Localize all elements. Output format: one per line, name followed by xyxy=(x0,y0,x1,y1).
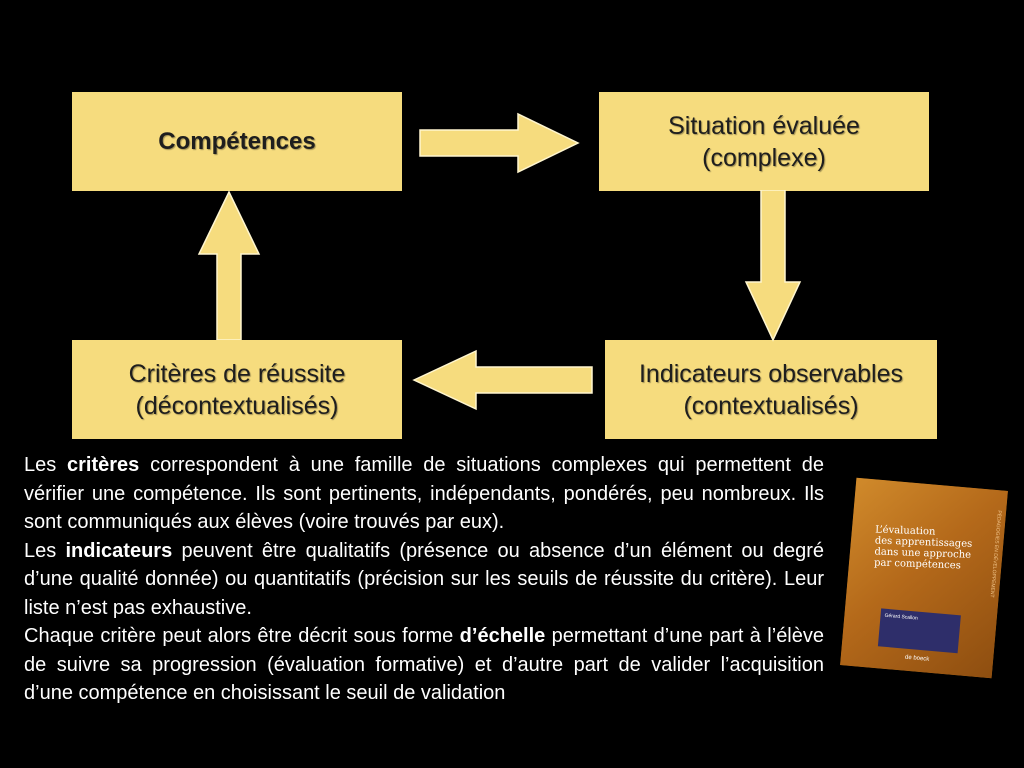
text-span: Les xyxy=(24,454,68,476)
keyword-indicateurs: indicateurs xyxy=(65,539,173,562)
arrow-down xyxy=(744,190,802,342)
text-span: Chaque critère peut alors être décrit sous forme xyxy=(24,625,460,647)
book-publisher: de boeck xyxy=(904,654,930,663)
arrow-left xyxy=(412,349,594,411)
book-title-line: par compétences xyxy=(873,557,961,572)
box-indicateurs-line1: Indicateurs observables xyxy=(638,359,904,388)
book-cover-image xyxy=(840,478,1008,679)
keyword-echelle: d’échelle xyxy=(459,625,546,647)
box-criteres xyxy=(72,340,402,439)
box-situation-line1: Situation évaluée xyxy=(668,111,860,140)
book-spine-text: PÉDAGOGIES EN DÉVELOPPEMENT xyxy=(988,510,1003,598)
paragraph-echelle xyxy=(24,622,824,708)
book-author: Gérard Scallon xyxy=(884,612,919,622)
book-title-line: L’évaluation xyxy=(875,524,936,538)
box-indicateurs xyxy=(605,340,937,439)
box-situation-line2: (complexe) xyxy=(702,143,826,172)
arrow-right xyxy=(418,112,580,174)
box-competences xyxy=(72,92,402,191)
body-text xyxy=(24,451,824,708)
book-title-line: des apprentissages xyxy=(874,535,973,550)
box-situation xyxy=(599,92,929,191)
box-criteres-line2: (décontextualisés) xyxy=(135,391,339,420)
box-criteres-line1: Critères de réussite xyxy=(128,359,346,388)
text-span: Les xyxy=(24,539,66,562)
text-span: correspondent à une famille de situations complexes qui permettent de vérifier une compétence. Ils sont pertinents, indépendants, pondérés, peu nombreux. Ils sont communiqués aux élèves (voire trouvés par eux). xyxy=(24,454,824,533)
paragraph-criteres xyxy=(24,451,824,537)
box-competences-label: Compétences xyxy=(158,127,316,155)
book-title-line: dans une approche xyxy=(874,546,972,561)
paragraph-indicateurs xyxy=(24,537,824,623)
box-indicateurs-line2: (contextualisés) xyxy=(683,391,859,420)
arrow-up xyxy=(197,190,261,340)
book-author-panel xyxy=(878,608,961,653)
book-title xyxy=(874,524,985,572)
keyword-criteres: critères xyxy=(67,454,140,476)
text-span: permettant d’une part à l’élève de suivre sa progression (évaluation formative) et d’autre part de valider l’acquisition d’une compétence en choisissant le seuil de validation xyxy=(24,625,825,704)
text-span: peuvent être qualitatifs (présence ou absence d’un élément ou degré d’une qualité donnée) ou quantitatifs (précision sur les seuils de réussite du critère). Leur liste n’est pas exhaustive. xyxy=(24,539,824,619)
